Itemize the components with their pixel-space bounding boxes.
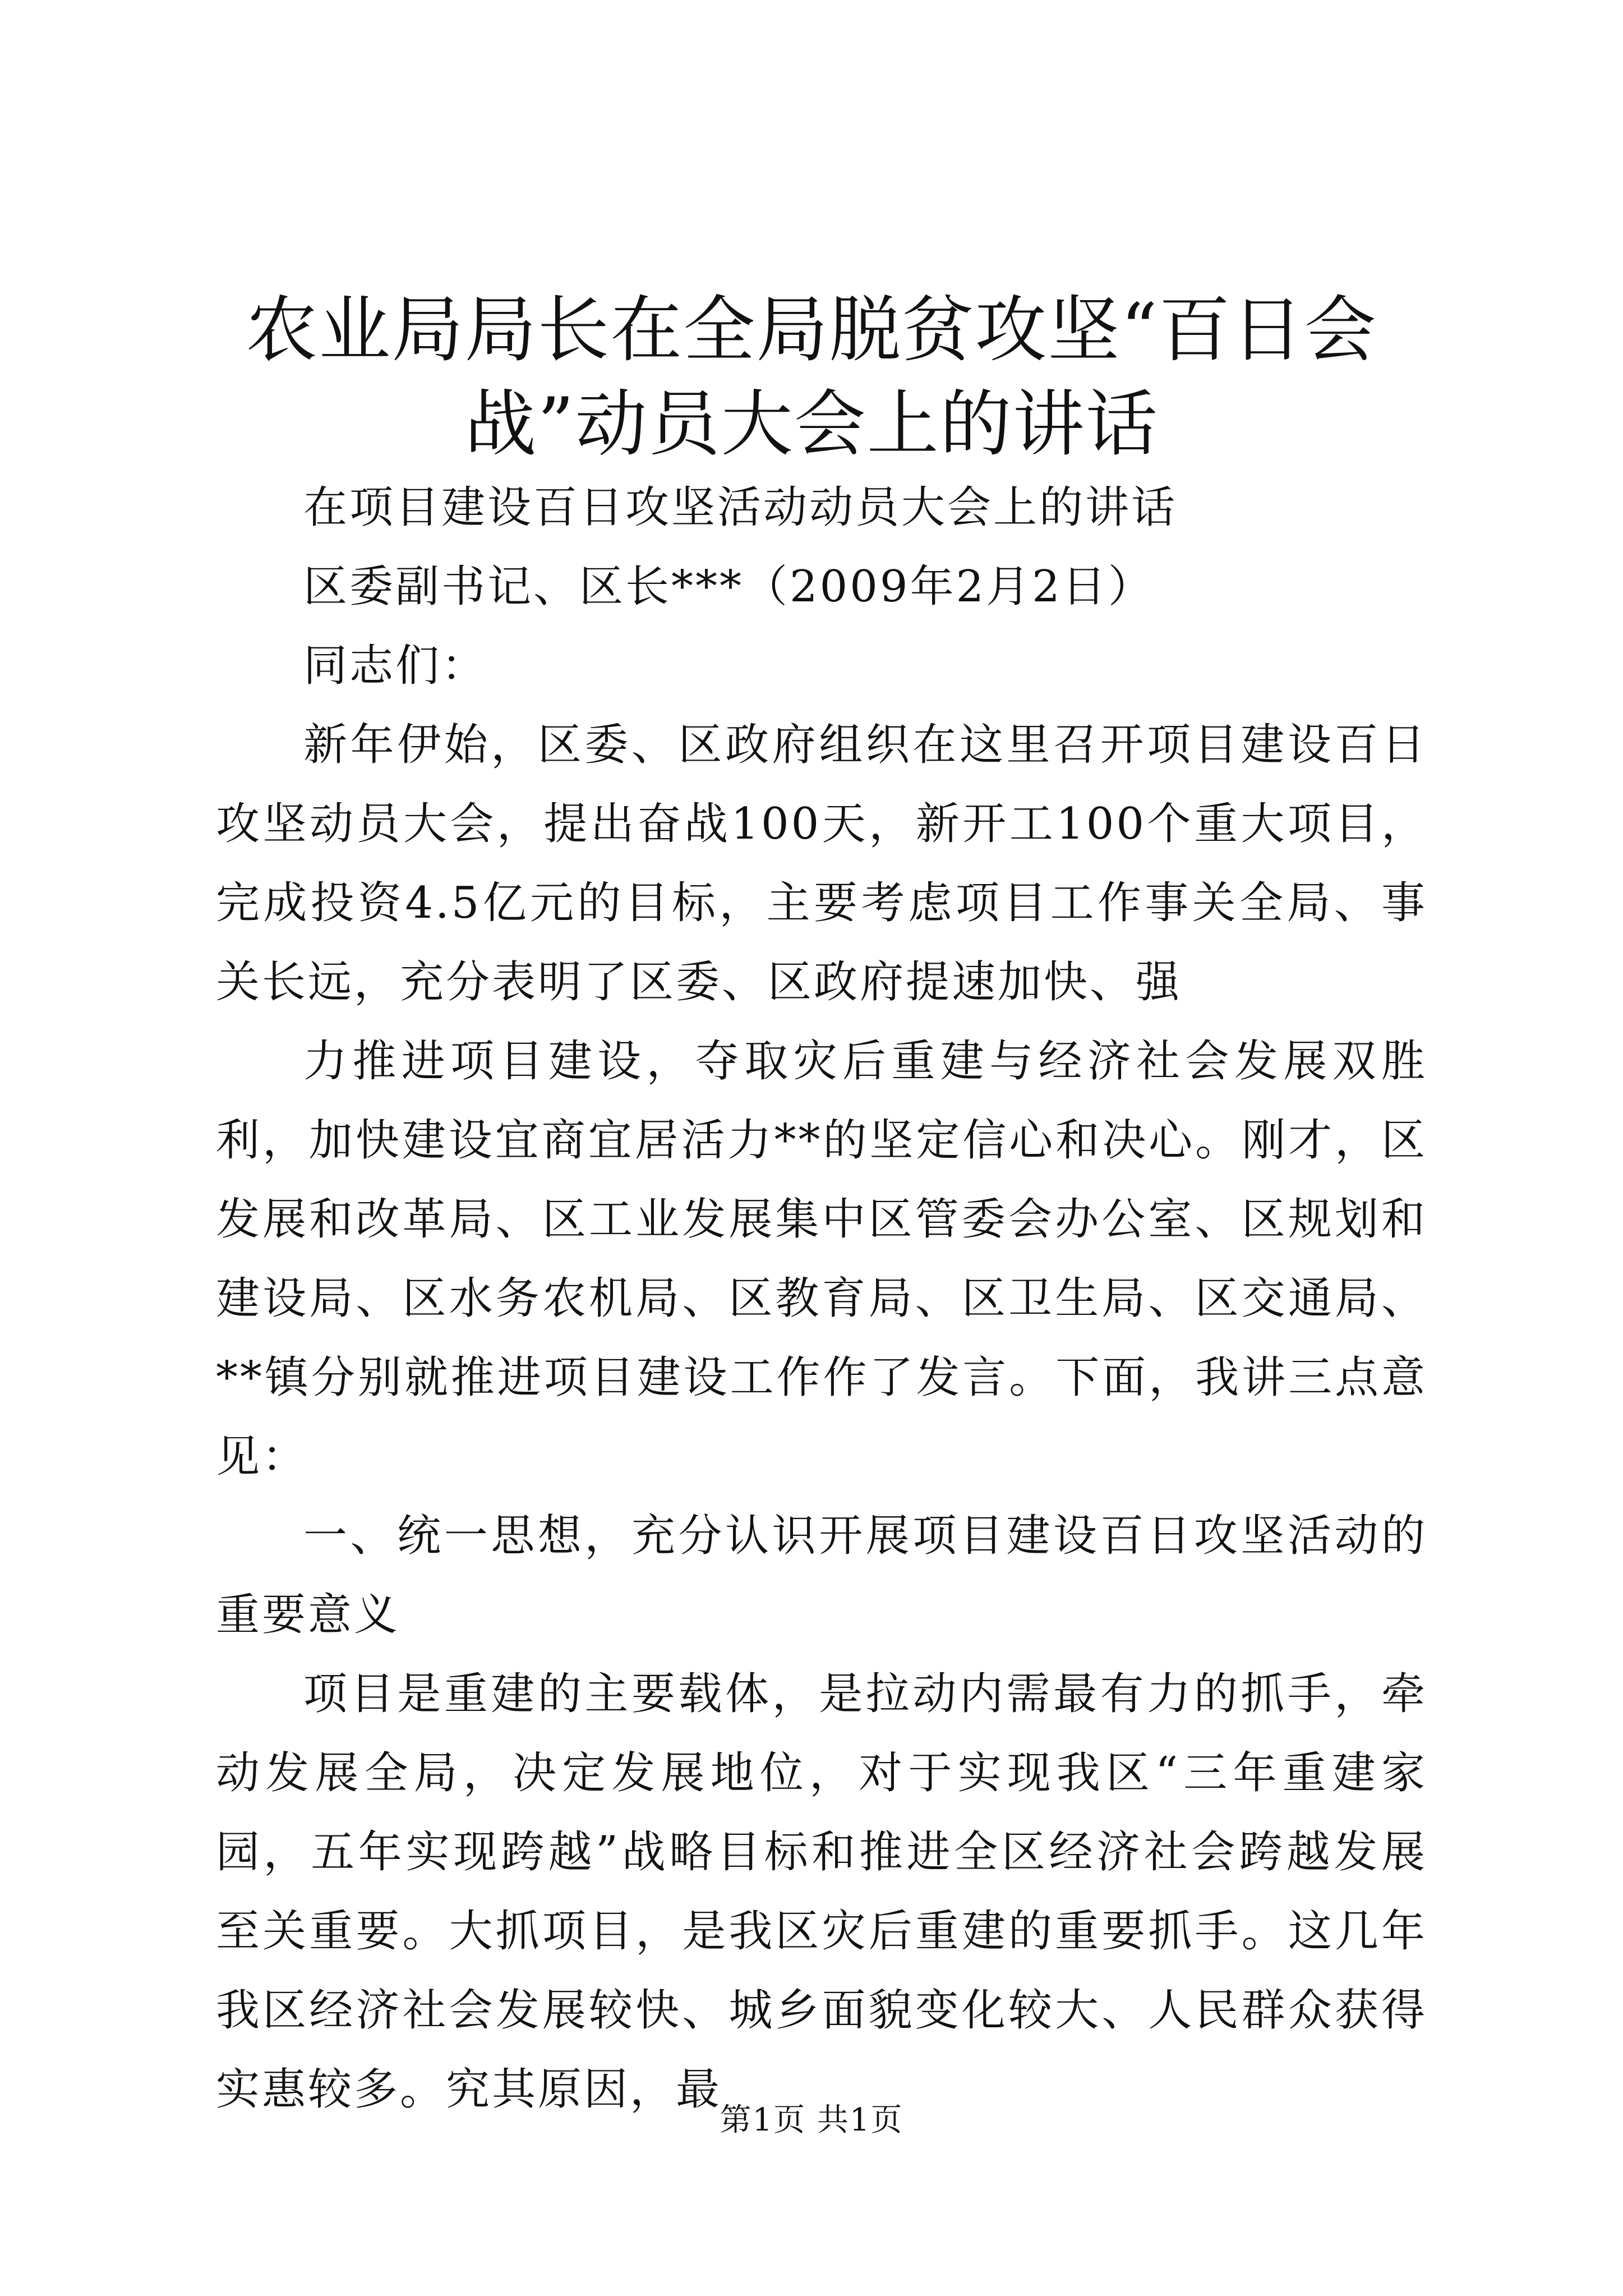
paragraph: 区委副书记、区长***（2009年2月2日） bbox=[303, 562, 1154, 612]
page-footer: 第1页 共1页 bbox=[720, 2102, 903, 2138]
paragraph: 在项目建设百日攻坚活动动员大会上的讲话 bbox=[303, 482, 1178, 533]
paragraph: 同志们： bbox=[303, 641, 488, 691]
paragraph: 力推进项目建设，夺取灾后重建与经济社会发展双胜利，加快建设宜商宜居活力**的坚定信心和决心。刚才，区发展和改革局、区工业发展集中区管委会办公室、区规划和建设局、区水务农机局、区教育局、区卫生局、区交通局、**镇分别就推进项目建设工作作了发言。下面，我讲三点意见： bbox=[216, 1036, 1427, 1482]
document-body bbox=[216, 468, 1427, 2129]
paragraph: 新年伊始，区委、区政府组织在这里召开项目建设百日攻坚动员大会，提出奋战100天，新开工100个重大项目，完成投资4.5亿元的目标，主要考虑项目工作事关全局、事关长远，充分表明了区委、区政府提速加快、强 bbox=[216, 720, 1427, 1007]
document-title: 农业局局长在全局脱贫攻坚“百日会战”动员大会上的讲话 bbox=[246, 288, 1377, 466]
paragraph: 项目是重建的主要载体，是拉动内需最有力的抓手，牵动发展全局，决定发展地位，对于实现我区“三年重建家园，五年实现跨越”战略目标和推进全区经济社会跨越发展至关重要。大抓项目，是我区灾后重建的重要抓手。这几年我区经济社会发展较快、城乡面貌变化较大、人民群众获得实惠较多。究其原因，最 bbox=[216, 1669, 1427, 2115]
paragraph: 一、统一思想，充分认识开展项目建设百日攻坚活动的重要意义 bbox=[216, 1511, 1427, 1640]
